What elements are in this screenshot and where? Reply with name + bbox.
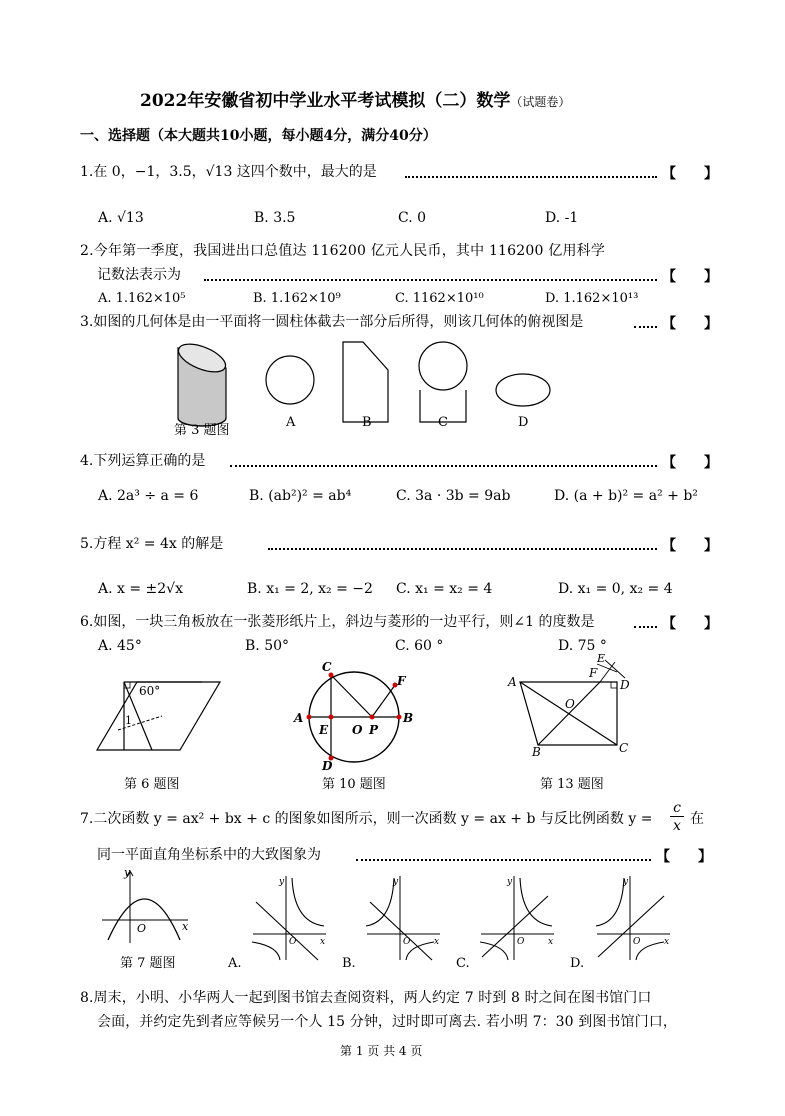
q7-caption: 第 7 题图 — [120, 956, 176, 971]
axis-x-label: x — [182, 920, 189, 933]
q5-leader — [268, 548, 657, 550]
q6-leader — [634, 626, 657, 628]
q7-option-a-graph — [248, 872, 328, 962]
q7-stem-part2: 在 — [690, 811, 704, 827]
q6-option-a: A. 45° — [98, 638, 142, 654]
svg-text:y: y — [393, 877, 399, 887]
q10-caption: 第 10 题图 — [322, 777, 386, 792]
svg-text:y: y — [279, 877, 285, 887]
q2-option-a: A. 1.162×10⁵ — [98, 291, 186, 306]
label-a: A — [294, 711, 304, 725]
q1-leader — [405, 176, 657, 178]
q1-option-c: C. 0 — [398, 210, 427, 226]
q4-option-c: C. 3a · 3b = 9ab — [396, 488, 511, 504]
svg-text:x: x — [434, 937, 440, 947]
q2-answer-bracket: 【 】 — [662, 269, 718, 285]
q6-answer-bracket: 【 】 — [662, 616, 718, 632]
axis-y-label: y — [124, 866, 131, 879]
q3-label-a: A — [286, 415, 296, 430]
q6-figure — [92, 672, 232, 762]
q1-option-b: B. 3.5 — [254, 210, 296, 226]
q10-figure — [292, 660, 414, 773]
q3-label-d: D — [518, 415, 529, 430]
q13-figure — [505, 652, 645, 757]
section-heading: 一、选择题（本大题共10小题，每小题4分，满分40分） — [80, 128, 437, 144]
q7-parabola-figure — [100, 868, 200, 948]
q6-caption: 第 6 题图 — [124, 777, 180, 792]
q7-stem — [80, 810, 652, 828]
q3-figures — [0, 330, 785, 460]
svg-text:O: O — [633, 937, 641, 947]
q2-leader — [204, 279, 657, 281]
q8-line1: 8.周末，小明、小华两人一起到图书馆去查阅资料，两人约定 7 时到 8 时之间在图书馆门口 — [80, 990, 652, 1006]
title-sub: （试题卷） — [510, 95, 571, 109]
q6-option-c: C. 60 ° — [395, 638, 444, 654]
svg-text:y: y — [623, 877, 629, 887]
q7-stem-part1: 7.二次函数 y = ax² + bx + c 的图象如图所示，则一次函数 y = ax + b 与反比例函数 y = — [80, 811, 653, 827]
angle-60-label: 60° — [139, 684, 161, 698]
q3-caption: 第 3 题图 — [174, 423, 230, 438]
q6-option-b: B. 50° — [245, 638, 290, 654]
q7-frac-num: c — [670, 800, 684, 817]
svg-text:O: O — [517, 937, 525, 947]
q4-stem: 4.下列运算正确的是 — [80, 453, 206, 469]
q6-stem: 6.如图，一块三角板放在一张菱形纸片上，斜边与菱形的一边平行，则∠1 的度数是 — [80, 614, 595, 630]
q4-option-d: D. (a + b)² = a² + b² — [554, 488, 698, 504]
q4-answer-bracket: 【 】 — [662, 455, 718, 471]
q1-answer-bracket: 【 】 — [662, 166, 718, 182]
q7-option-b-graph — [362, 872, 442, 962]
q7-answer-bracket: 【 】 — [656, 849, 712, 865]
q7-option-c: C. — [456, 956, 470, 971]
q3-leader — [634, 326, 657, 328]
q1-option-a: A. √13 — [98, 210, 144, 226]
q5-option-a: A. x = ±2√x — [98, 581, 183, 597]
q5-option-c: C. x₁ = x₂ = 4 — [396, 581, 493, 597]
page-title — [140, 92, 570, 111]
label-d: D — [620, 678, 630, 692]
q5-option-b: B. x₁ = 2, x₂ = −2 — [247, 581, 373, 597]
q2-option-d: D. 1.162×10¹³ — [545, 291, 639, 306]
label-d: D — [322, 759, 333, 773]
q7-option-d-graph — [592, 872, 672, 962]
q6-option-d: D. 75 ° — [558, 638, 607, 654]
q7-option-d: D. — [570, 956, 585, 971]
label-c: C — [619, 741, 629, 755]
q7-option-b: B. — [342, 956, 356, 971]
q7-stem-line2: 同一平面直角坐标系中的大致图象为 — [97, 847, 321, 863]
q2-stem-line2: 记数法表示为 — [97, 267, 181, 283]
label-o: O — [352, 723, 363, 737]
q3-label-b: B — [362, 415, 372, 430]
q7-option-a: A. — [228, 956, 242, 971]
q3-answer-bracket: 【 】 — [662, 316, 718, 332]
q2-option-c: C. 1162×10¹⁰ — [395, 291, 484, 306]
label-p: P — [369, 723, 379, 737]
q2-stem-line1: 2.今年第一季度，我国进出口总值达 116200 亿元人民币，其中 116200 亿用科学 — [80, 243, 606, 259]
svg-text:x: x — [664, 937, 670, 947]
q7-frac-den: x — [673, 818, 681, 834]
q7-option-c-graph — [476, 872, 556, 962]
q1-option-d: D. -1 — [545, 210, 579, 226]
q3-stem: 3.如图的几何体是由一平面将一圆柱体截去一部分后所得，则该几何体的俯视图是 — [80, 314, 584, 330]
label-b: B — [532, 745, 541, 759]
title-main: 2022年安徽省初中学业水平考试模拟（二）数学 — [140, 91, 511, 111]
label-o: O — [565, 697, 575, 711]
label-e: E — [597, 652, 606, 665]
option-a-circle — [266, 356, 314, 404]
q13-caption: 第 13 题图 — [540, 777, 604, 792]
label-f: F — [589, 666, 598, 680]
label-f: F — [397, 674, 406, 688]
q5-answer-bracket: 【 】 — [662, 538, 718, 554]
origin-label: O — [137, 922, 147, 935]
svg-text:x: x — [320, 937, 326, 947]
option-d-ellipse — [496, 374, 550, 406]
q1-stem: 1.在 0，−1，3.5，√13 这四个数中，最大的是 — [80, 164, 377, 180]
q4-option-a: A. 2a³ ÷ a = 6 — [98, 488, 199, 504]
cut-cylinder-figure — [175, 338, 230, 426]
q5-option-d: D. x₁ = 0, x₂ = 4 — [558, 581, 673, 597]
q5-stem: 5.方程 x² = 4x 的解是 — [80, 536, 224, 552]
label-e: E — [319, 723, 329, 737]
svg-text:y: y — [507, 877, 513, 887]
svg-text:O: O — [289, 937, 297, 947]
page-footer: 第 1 页 共 4 页 — [340, 1044, 423, 1058]
q4-leader — [230, 465, 657, 467]
option-b-shape — [343, 342, 388, 422]
angle-1-label: 1 — [125, 714, 132, 727]
label-c: C — [322, 660, 332, 674]
q4-option-b: B. (ab²)² = ab⁴ — [249, 488, 352, 504]
q7-leader — [356, 859, 651, 861]
label-a: A — [508, 675, 517, 689]
svg-text:x: x — [548, 937, 554, 947]
q3-label-c: C — [438, 415, 448, 430]
q2-option-b: B. 1.162×10⁹ — [253, 291, 341, 306]
label-b: B — [403, 711, 414, 725]
svg-text:O: O — [403, 937, 411, 947]
q8-line2: 会面，并约定先到者应等候另一个人 15 分钟，过时即可离去. 若小明 7：30 到图书馆门口， — [97, 1014, 677, 1030]
